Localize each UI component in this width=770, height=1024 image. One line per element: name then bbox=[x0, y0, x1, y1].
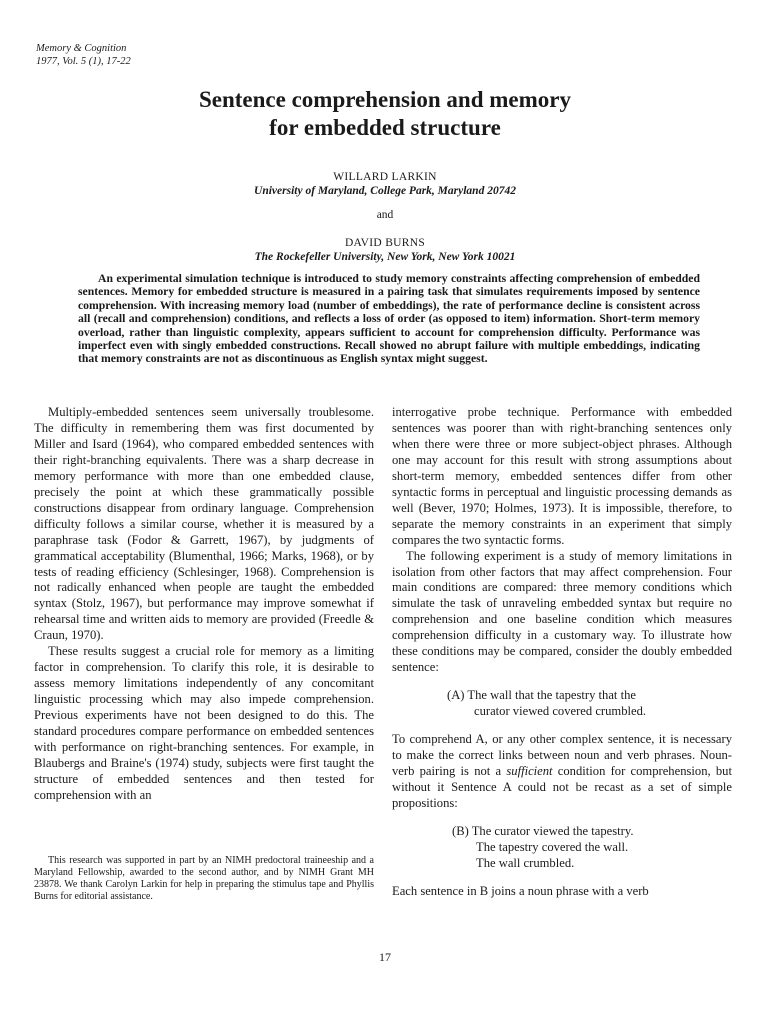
left-column bbox=[34, 405, 374, 804]
abstract bbox=[78, 272, 700, 366]
body-paragraph: interrogative probe technique. Performance with embedded sentences was poorer than with right-branching sentences only when there were three or more subject-object phrases. Although one may account for this result with strong assumptions about short-term memory, embedded sentences differ from other syntactic forms in perceptual and linguistic processing demands as well (Bever, 1970; Holmes, 1973). It is impossible, therefore, to separate the memory constraints in an experiment that simply compares the two syntactic forms. bbox=[392, 405, 732, 547]
footnote-text: This research was supported in part by an NIMH predoctoral traineeship and a Maryland Fellowship, awarded to the second author, and by NIMH Grant MH 23878. We thank Carolyn Larkin for help in preparing the stimulus tape and Phyllis Burns for editorial assistance. bbox=[34, 855, 374, 902]
body-paragraph: Multiply-embedded sentences seem universally troublesome. The difficulty in remembering them was first documented by Miller and Isard (1964), who compared embedded sentences with their right-branching equivalents. There was a sharp decrease in memory performance with more than one embedded clause, precisely the point at which these grammatically possible constructions disappear from ordinary language. Comprehension difficulty follows a similar course, whether it is measured by a paraphrase task (Fodor & Garrett, 1967), by judgments of grammatical acceptability (Blumenthal, 1966; Marks, 1968), or by tests of reading efficiency (Schlesinger, 1968). Comprehension is not radically enhanced when people are taught the embedded syntax (Stolz, 1967), but performance may improve somewhat if rehearsal time and written aids to memory are provided (Freedle & Craun, 1970). bbox=[34, 405, 374, 643]
author-affiliation: The Rockefeller University, New York, New York 10021 bbox=[254, 251, 516, 263]
body-paragraph: The following experiment is a study of memory limitations in isolation from other factors that may affect comprehension. Four main conditions are compared: three memory conditions which simulate the task of unraveling embedded syntax but require no comprehension and one baseline condition which measures comprehension difficulty in a customary way. To illustrate how these conditions may be compared, consider the doubly embedded sentence: bbox=[392, 548, 732, 675]
example-a bbox=[392, 688, 732, 720]
journal-header bbox=[36, 42, 131, 68]
example-line: The tapestry covered the wall. bbox=[476, 839, 629, 854]
author-affiliation: University of Maryland, College Park, Maryland 20742 bbox=[254, 185, 516, 197]
body-paragraph: To comprehend A, or any other complex sentence, it is necessary to make the correct links between noun and verb phrases. Noun-verb pairing is not a sufficient condition for comprehension, but without it Sentence A could not be recast as a set of simple propositions: bbox=[392, 732, 732, 810]
paper-title bbox=[0, 86, 770, 142]
author-separator: and bbox=[376, 209, 394, 221]
abstract-text: An experimental simulation technique is introduced to study memory constraints affecting comprehension of embedded sentences. Memory for embedded structure is measured in a pairing task that simulates requirements imposed by sentence comprehension. With increasing memory load (number of embeddings), the rate of performance decline is consistent across all (recall and comprehension) conditions, and reflects a loss of order (as opposed to item) information. Short-term memory overload, rather than linguistic complexity, appears sufficient to account for comprehension difficulty. Performance was imperfect even with singly embedded constructions. Recall showed no abrupt failure with multiple embeddings, indicating that memory constraints are not as discontinuous as English syntax might suggest. bbox=[78, 272, 700, 366]
author-name: WILLARD LARKIN bbox=[333, 171, 437, 183]
body-paragraph: These results suggest a crucial role for memory as a limiting factor in comprehension. To clarify this role, it is desirable to assess memory limitations independently of any concomitant linguistic processing which may also impede comprehension. Previous experiments have not been designed to do this. The standard procedures compare performance on embedded sentences with performance on right-branching sentences. For example, in Blaubergs and Braine's (1974) study, subjects were first taught the structure of embedded sentences and then tested for comprehension with an bbox=[34, 644, 374, 802]
example-b bbox=[392, 824, 732, 872]
page-number: 17 bbox=[379, 950, 391, 964]
right-column bbox=[392, 405, 732, 900]
journal-citation: 1977, Vol. 5 (1), 17-22 bbox=[36, 56, 131, 67]
example-line: The wall crumbled. bbox=[476, 855, 575, 870]
title-line-1: Sentence comprehension and memory bbox=[198, 87, 572, 112]
example-line: (A) The wall that the tapestry that the bbox=[447, 688, 636, 703]
author-block-1 bbox=[0, 170, 770, 198]
emphasis: sufficient bbox=[506, 764, 553, 779]
journal-name: Memory & Cognition bbox=[36, 43, 127, 54]
author-block-2 bbox=[0, 236, 770, 264]
body-paragraph: Each sentence in B joins a noun phrase with a verb bbox=[392, 883, 649, 898]
footnote bbox=[34, 855, 374, 903]
example-line: curator viewed covered crumbled. bbox=[474, 704, 647, 719]
author-name: DAVID BURNS bbox=[344, 237, 426, 249]
title-line-2: for embedded structure bbox=[269, 115, 501, 140]
example-line: (B) The curator viewed the tapestry. bbox=[452, 823, 634, 838]
